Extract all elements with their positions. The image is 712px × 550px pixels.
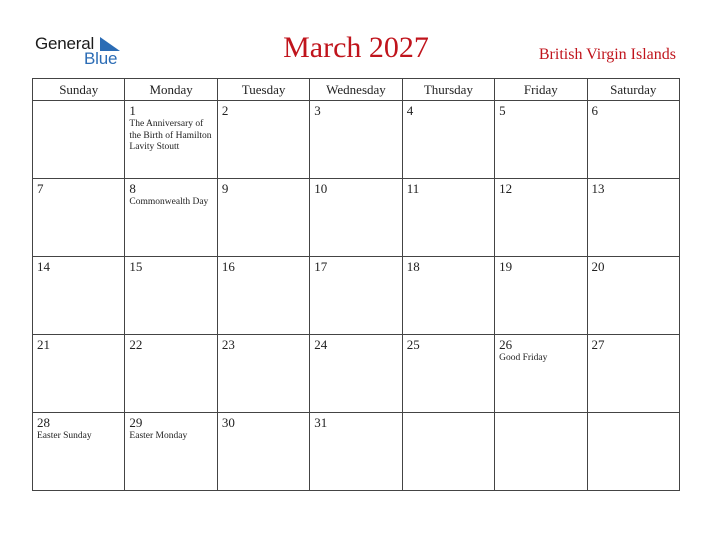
day-cell-content bbox=[310, 179, 401, 256]
day-number: 17 bbox=[314, 259, 328, 274]
day-number: 28 bbox=[37, 415, 50, 430]
day-number: 29 bbox=[129, 415, 143, 430]
day-number: 3 bbox=[314, 103, 321, 118]
day-cell-content bbox=[218, 101, 309, 178]
calendar-day-cell bbox=[495, 101, 587, 179]
day-cell-content bbox=[495, 413, 586, 490]
calendar-day-cell bbox=[125, 101, 217, 179]
day-cell-content bbox=[495, 257, 586, 334]
day-cell-content bbox=[495, 335, 586, 412]
day-number: 26 bbox=[499, 337, 513, 352]
calendar-week-row bbox=[33, 179, 680, 257]
day-number: 21 bbox=[37, 337, 50, 352]
calendar-day-cell bbox=[125, 335, 217, 413]
calendar-day-cell bbox=[125, 413, 217, 491]
day-number: 20 bbox=[591, 259, 605, 274]
holiday-label: Commonwealth Day bbox=[129, 197, 209, 207]
day-number: 22 bbox=[129, 337, 143, 352]
calendar-day-cell bbox=[587, 257, 679, 335]
calendar-week-row bbox=[33, 101, 680, 179]
day-cell-content bbox=[495, 101, 586, 178]
day-cell-content bbox=[588, 335, 679, 412]
calendar-empty-cell bbox=[33, 101, 125, 179]
day-cell-content bbox=[125, 413, 216, 490]
calendar-body bbox=[33, 101, 680, 491]
day-cell-content bbox=[588, 101, 679, 178]
calendar-day-cell bbox=[33, 413, 125, 491]
day-cell-content bbox=[403, 257, 494, 334]
calendar-day-cell bbox=[402, 335, 494, 413]
day-cell-content bbox=[218, 413, 309, 490]
day-cell-content bbox=[403, 101, 494, 178]
calendar-day-cell bbox=[402, 179, 494, 257]
calendar-day-cell bbox=[217, 413, 309, 491]
day-number: 23 bbox=[221, 337, 235, 352]
day-number: 12 bbox=[499, 181, 513, 196]
weekday-header: Saturday bbox=[587, 79, 679, 101]
calendar-day-cell bbox=[310, 179, 402, 257]
calendar-day-cell bbox=[495, 335, 587, 413]
day-cell-content bbox=[588, 257, 679, 334]
weekday-header: Tuesday bbox=[217, 79, 309, 101]
holiday-label: Easter Monday bbox=[129, 431, 188, 441]
day-number: 2 bbox=[221, 103, 229, 118]
day-number: 30 bbox=[221, 415, 235, 430]
weekday-header-row bbox=[33, 79, 680, 101]
calendar-day-cell bbox=[310, 413, 402, 491]
logo-text-blue: Blue bbox=[84, 49, 118, 68]
calendar-day-cell bbox=[217, 101, 309, 179]
day-number: 18 bbox=[406, 259, 420, 274]
day-number: 16 bbox=[221, 259, 235, 274]
weekday-header: Sunday bbox=[33, 79, 125, 101]
day-number: 4 bbox=[406, 103, 414, 118]
calendar-empty-cell bbox=[402, 413, 494, 491]
day-cell-content bbox=[403, 179, 494, 256]
logo-text-general: General bbox=[35, 34, 95, 53]
calendar-day-cell bbox=[310, 101, 402, 179]
day-number: 9 bbox=[221, 181, 229, 196]
day-number: 7 bbox=[37, 181, 44, 196]
day-number: 1 bbox=[129, 103, 136, 118]
generalblue-logo bbox=[35, 34, 125, 70]
holiday-label: The Anniversary of the Birth of Hamilton Lavity Stoutt bbox=[129, 119, 212, 152]
day-number: 24 bbox=[314, 337, 328, 352]
region-label: British Virgin Islands bbox=[538, 46, 676, 63]
calendar-day-cell bbox=[217, 257, 309, 335]
calendar-day-cell bbox=[495, 257, 587, 335]
calendar-day-cell bbox=[217, 179, 309, 257]
day-number: 15 bbox=[129, 259, 143, 274]
calendar-day-cell bbox=[217, 335, 309, 413]
calendar-day-cell bbox=[33, 335, 125, 413]
page-title: March 2027 bbox=[283, 31, 429, 64]
calendar-empty-cell bbox=[587, 413, 679, 491]
weekday-header: Wednesday bbox=[310, 79, 402, 101]
calendar-day-cell bbox=[587, 179, 679, 257]
day-number: 13 bbox=[591, 181, 605, 196]
calendar-day-cell bbox=[33, 257, 125, 335]
calendar-day-cell bbox=[310, 257, 402, 335]
day-cell-content bbox=[33, 179, 124, 256]
day-cell-content bbox=[33, 413, 124, 490]
day-cell-content bbox=[588, 413, 679, 490]
day-cell-content bbox=[125, 179, 216, 256]
calendar-week-row bbox=[33, 413, 680, 491]
calendar-day-cell bbox=[587, 101, 679, 179]
calendar-day-cell bbox=[125, 257, 217, 335]
calendar-week-row bbox=[33, 257, 680, 335]
day-number: 25 bbox=[406, 337, 420, 352]
day-cell-content bbox=[33, 257, 124, 334]
day-cell-content bbox=[218, 179, 309, 256]
day-cell-content bbox=[310, 257, 401, 334]
calendar-day-cell bbox=[587, 335, 679, 413]
day-number: 14 bbox=[37, 259, 50, 274]
day-number: 27 bbox=[591, 337, 605, 352]
day-cell-content bbox=[588, 179, 679, 256]
day-number: 19 bbox=[499, 259, 513, 274]
day-cell-content bbox=[33, 335, 124, 412]
calendar-week-row bbox=[33, 335, 680, 413]
calendar-day-cell bbox=[33, 179, 125, 257]
day-cell-content bbox=[310, 101, 401, 178]
holiday-label: Easter Sunday bbox=[37, 431, 92, 441]
day-cell-content bbox=[310, 413, 401, 490]
day-number: 6 bbox=[591, 103, 599, 118]
day-cell-content bbox=[495, 179, 586, 256]
day-number: 5 bbox=[499, 103, 506, 118]
day-number: 8 bbox=[129, 181, 136, 196]
weekday-header: Friday bbox=[495, 79, 587, 101]
calendar-grid bbox=[32, 78, 680, 491]
calendar-day-cell bbox=[125, 179, 217, 257]
day-cell-content bbox=[125, 257, 216, 334]
weekday-header: Monday bbox=[125, 79, 217, 101]
holiday-label: Good Friday bbox=[499, 353, 548, 363]
day-cell-content bbox=[33, 101, 124, 178]
day-number: 11 bbox=[406, 181, 420, 196]
day-cell-content bbox=[218, 335, 309, 412]
day-number: 10 bbox=[314, 181, 328, 196]
calendar-empty-cell bbox=[495, 413, 587, 491]
day-cell-content bbox=[403, 335, 494, 412]
calendar-day-cell bbox=[495, 179, 587, 257]
weekday-header: Thursday bbox=[402, 79, 494, 101]
day-cell-content bbox=[403, 413, 494, 490]
day-cell-content bbox=[125, 335, 216, 412]
day-number: 31 bbox=[314, 415, 328, 430]
day-cell-content bbox=[218, 257, 309, 334]
calendar-day-cell bbox=[402, 257, 494, 335]
calendar-day-cell bbox=[402, 101, 494, 179]
day-cell-content bbox=[310, 335, 401, 412]
calendar-day-cell bbox=[310, 335, 402, 413]
day-cell-content bbox=[125, 101, 216, 178]
